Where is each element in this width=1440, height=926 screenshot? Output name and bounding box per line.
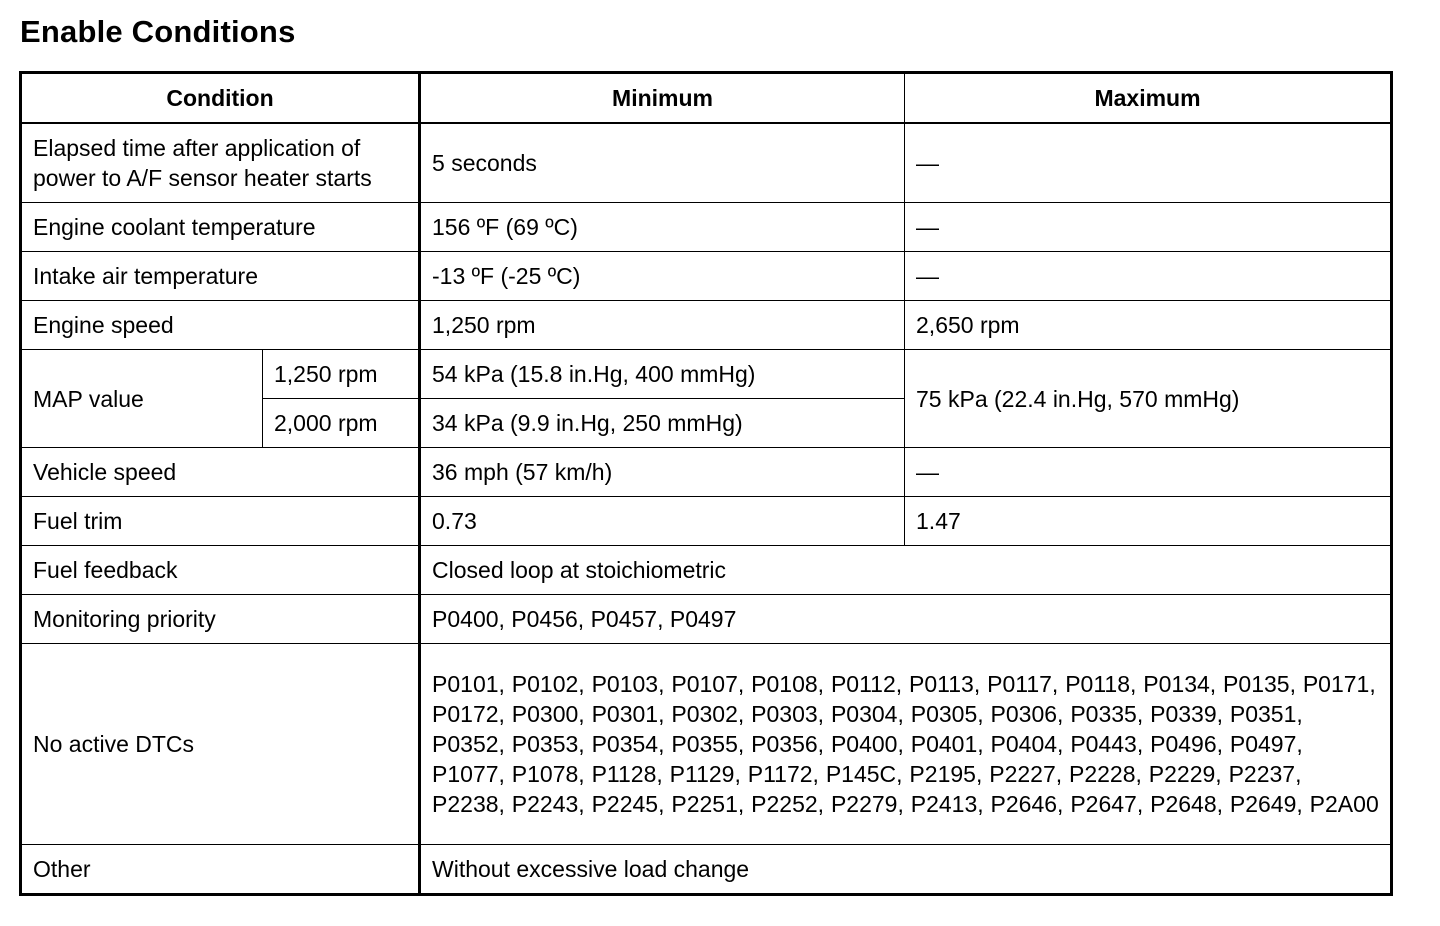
sub-condition-cell: 1,250 rpm <box>263 350 420 399</box>
condition-cell: Monitoring priority <box>21 595 420 644</box>
table-row <box>21 203 1392 252</box>
maximum-cell: — <box>905 203 1392 252</box>
condition-cell: Engine coolant temperature <box>21 203 420 252</box>
table-row <box>21 123 1392 203</box>
table-row <box>21 644 1392 845</box>
maximum-cell: 1.47 <box>905 497 1392 546</box>
value-cell: P0101, P0102, P0103, P0107, P0108, P0112, P0113, P0117, P0118, P0134, P0135, P0171, P0172, P0300, P0301, P0302, P0303, P0304, P0305, P0306, P0335, P0339, P0351, P0352, P0353, P0354, P0355, P0356, P0400, P0401, P0404, P0443, P0496, P0497, P1077, P1078, P1128, P1129, P1172, P145C, P2195, P2227, P2228, P2229, P2237, P2238, P2243, P2245, P2251, P2252, P2279, P2413, P2646, P2647, P2648, P2649, P2A00 <box>420 644 1392 845</box>
condition-cell: Other <box>21 845 420 895</box>
value-cell: P0400, P0456, P0457, P0497 <box>420 595 1392 644</box>
condition-cell: MAP value <box>21 350 263 448</box>
value-cell: Closed loop at stoichiometric <box>420 546 1392 595</box>
table-row <box>21 546 1392 595</box>
condition-cell: Fuel trim <box>21 497 420 546</box>
condition-cell: Vehicle speed <box>21 448 420 497</box>
minimum-cell: 36 mph (57 km/h) <box>420 448 905 497</box>
minimum-cell: 34 kPa (9.9 in.Hg, 250 mmHg) <box>420 399 905 448</box>
condition-cell: No active DTCs <box>21 644 420 845</box>
minimum-cell: 0.73 <box>420 497 905 546</box>
condition-cell: Engine speed <box>21 301 420 350</box>
value-cell: Without excessive load change <box>420 845 1392 895</box>
table-row <box>21 252 1392 301</box>
table-row <box>21 301 1392 350</box>
page-title: Enable Conditions <box>20 14 296 49</box>
maximum-cell: — <box>905 448 1392 497</box>
table-row <box>21 595 1392 644</box>
minimum-cell: 54 kPa (15.8 in.Hg, 400 mmHg) <box>420 350 905 399</box>
table-row <box>21 497 1392 546</box>
minimum-cell: -13 ºF (-25 ºC) <box>420 252 905 301</box>
header-minimum: Minimum <box>420 73 905 124</box>
maximum-cell: 2,650 rpm <box>905 301 1392 350</box>
minimum-cell: 1,250 rpm <box>420 301 905 350</box>
maximum-cell: 75 kPa (22.4 in.Hg, 570 mmHg) <box>905 350 1392 448</box>
enable-conditions-table <box>19 71 1393 896</box>
condition-cell: Intake air temperature <box>21 252 420 301</box>
condition-cell: Fuel feedback <box>21 546 420 595</box>
table-row <box>21 350 1392 399</box>
sub-condition-cell: 2,000 rpm <box>263 399 420 448</box>
condition-cell: Elapsed time after application of power to A/F sensor heater starts <box>21 123 420 203</box>
maximum-cell: — <box>905 123 1392 203</box>
header-maximum: Maximum <box>905 73 1392 124</box>
table-header-row <box>21 73 1392 124</box>
maximum-cell: — <box>905 252 1392 301</box>
table-row <box>21 448 1392 497</box>
table-row <box>21 845 1392 895</box>
minimum-cell: 156 ºF (69 ºC) <box>420 203 905 252</box>
minimum-cell: 5 seconds <box>420 123 905 203</box>
header-condition: Condition <box>21 73 420 124</box>
